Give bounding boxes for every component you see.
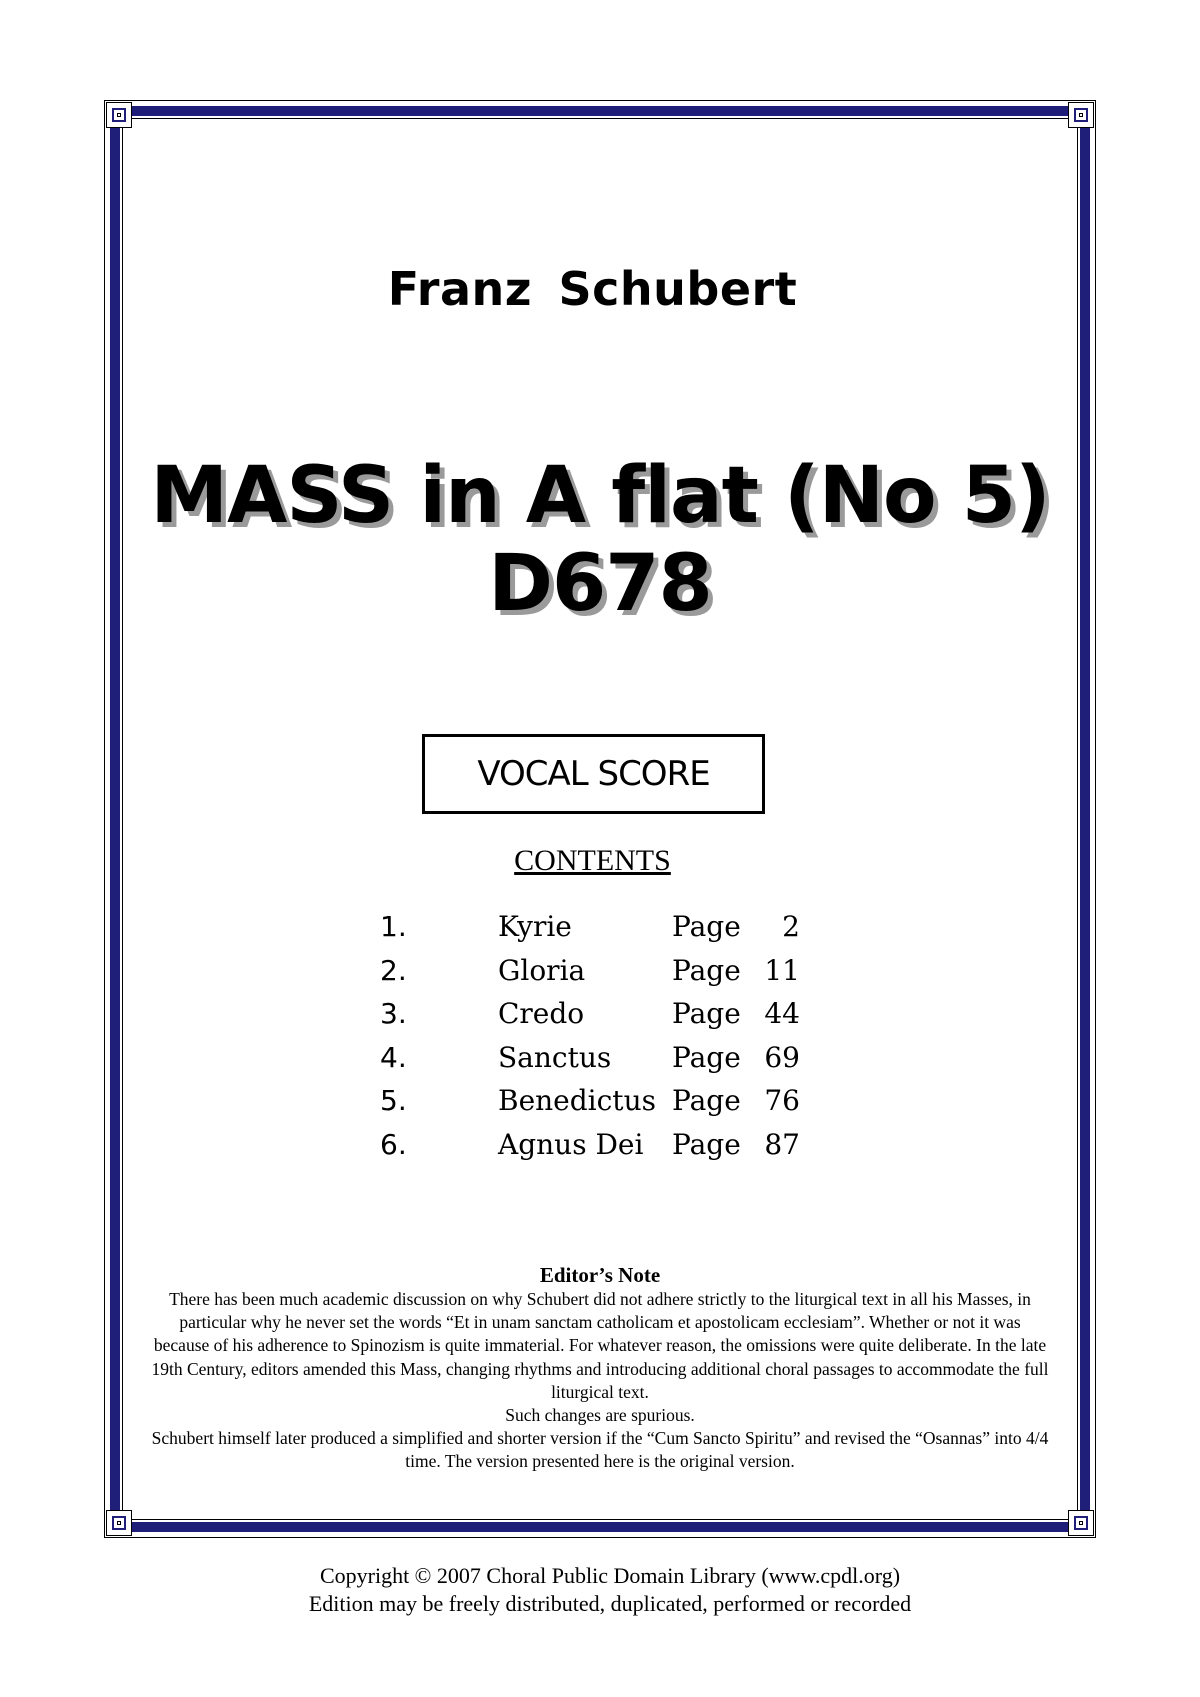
item-page-number: 2	[782, 910, 800, 943]
item-name: Gloria	[498, 953, 586, 987]
title-line-1: MASS in A flat (No 5)	[150, 451, 1050, 541]
item-name: Benedictus	[498, 1084, 656, 1117]
copyright-line: Copyright © 2007 Choral Public Domain Library (www.cpdl.org)	[319, 1563, 901, 1588]
contents-item	[380, 910, 800, 954]
item-page-label: Page	[672, 953, 741, 987]
contents-item	[380, 1128, 800, 1172]
page-title	[0, 452, 1200, 628]
license-line: Edition may be freely distributed, duplicated, performed or recorded	[308, 1591, 912, 1616]
editor-note	[150, 1262, 1050, 1474]
item-number: 6.	[380, 1127, 407, 1161]
contents-item	[380, 1041, 800, 1085]
composer-name: Franz Schubert	[387, 262, 798, 316]
item-page-label: Page	[672, 910, 741, 943]
contents-heading: CONTENTS	[514, 844, 671, 877]
frame-corner-ornament-bottom-right	[1068, 1510, 1094, 1536]
score-type-box: VOCAL SCORE	[422, 734, 765, 814]
item-page-number: 11	[764, 953, 800, 987]
item-name: Credo	[498, 997, 585, 1030]
item-page-label: Page	[672, 1084, 741, 1117]
copyright-footer	[0, 1562, 1200, 1618]
item-number: 1.	[380, 910, 407, 943]
item-number: 4.	[380, 1040, 407, 1074]
editor-note-paragraph: There has been much academic discussion on why Schubert did not adhere strictly to the liturgical text in all his Masses, in particular why he never set the words “Et in unam sanctam catholicam et apostolicam ecclesiam”. Whether or not it was because of his adherence to Spinozism is quite immaterial. For whatever reason, the omissions were quite deliberate. In the late 19th Century, editors amended this Mass, changing rhythms and introducing additional choral passages to accommodate the full liturgical text.	[151, 1289, 1049, 1402]
editor-note-heading: Editor’s Note	[539, 1263, 661, 1287]
item-page-number: 87	[764, 1127, 800, 1161]
contents-list	[380, 910, 800, 1171]
item-page-label: Page	[672, 1127, 741, 1161]
contents-item	[380, 997, 800, 1041]
item-page-label: Page	[672, 1040, 741, 1074]
item-page-number: 76	[764, 1084, 800, 1117]
title-line-2: D678	[488, 539, 712, 629]
frame-corner-ornament-bottom-left	[106, 1510, 132, 1536]
frame-corner-ornament-top-left	[106, 102, 132, 128]
contents-item	[380, 954, 800, 998]
item-page-label: Page	[672, 997, 741, 1030]
item-name: Agnus Dei	[498, 1127, 644, 1161]
contents-item	[380, 1084, 800, 1128]
item-page-number: 44	[764, 997, 800, 1030]
frame-corner-ornament-top-right	[1068, 102, 1094, 128]
editor-note-paragraph: Such changes are spurious.	[505, 1405, 695, 1426]
item-name: Sanctus	[498, 1040, 612, 1074]
item-page-number: 69	[764, 1040, 800, 1074]
editor-note-paragraph: Schubert himself later produced a simplified and shorter version if the “Cum Sancto Spiritu” and revised the “Osannas” into 4/4 time. The version presented here is the original version.	[151, 1428, 1049, 1472]
item-number: 3.	[380, 997, 407, 1030]
item-name: Kyrie	[498, 910, 572, 943]
item-number: 5.	[380, 1084, 407, 1117]
item-number: 2.	[380, 953, 407, 987]
